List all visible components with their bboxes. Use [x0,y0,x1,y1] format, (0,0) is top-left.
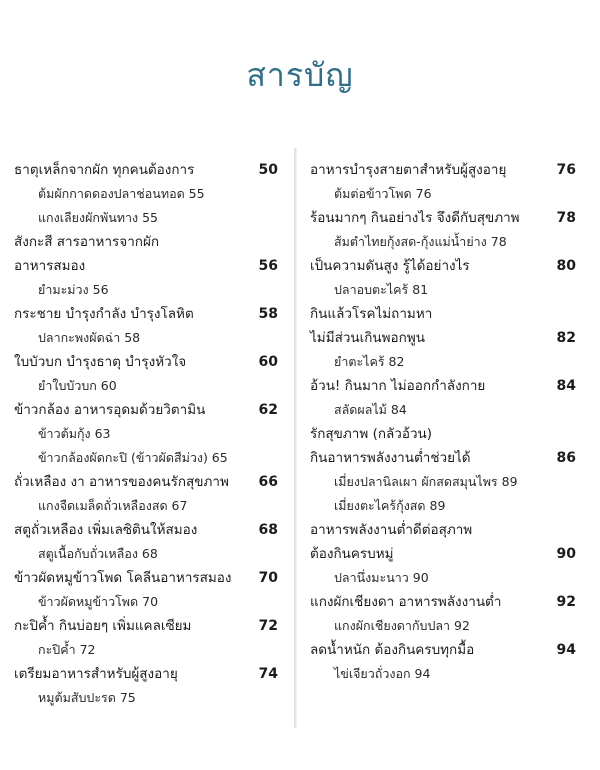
toc-page-number: 74 [258,666,278,682]
toc-entry-text: ข้าวผัดหมูข้าวโพด โคลีนอาหารสมอง [14,570,232,586]
toc-entry [14,350,278,374]
toc-entry-text: ยำตะไคร้ 82 [334,354,405,369]
toc-recipe [14,182,278,206]
toc-entry-text: เมี่ยงปลานิลเผา ผักสดสมุนไพร 89 [334,474,518,489]
toc-entry-text: ข้าวผัดหมูข้าวโพด 70 [38,594,159,609]
toc-page-number: 66 [258,474,278,490]
toc-entry [14,254,278,278]
page-title: สารบัญ [246,56,354,94]
toc-entry-text: ไม่มีส่วนเกินพอกพูน [310,330,425,346]
toc-entry-text: ยำมะม่วง 56 [38,282,109,297]
toc-recipe [14,590,278,614]
toc-entry-text: ต้มต่อข้าวโพด 76 [334,186,432,201]
toc-page-number: 62 [258,402,278,418]
toc-entry [310,254,576,278]
toc-entry-text: สตูเนื้อกับถั่วเหลือง 68 [38,546,158,561]
toc-entry-text: ข้าวกล้อง อาหารอุดมด้วยวิตามิน [14,402,206,418]
toc-entry-text: กินแล้วโรคไม่ถามหา [310,306,433,322]
toc-entry [310,638,576,662]
toc-entry [14,518,278,542]
toc-entry [14,398,278,422]
toc-page-number: 76 [556,162,576,178]
toc-column-left [14,158,278,710]
toc-entry-text: ส้มตำไทยกุ้งสด-กุ้งแม่น้ำย่าง 78 [334,234,507,249]
toc-entry-text: กินอาหารพลังงานต่ำช่วยได้ [310,450,471,466]
toc-entry [310,518,576,542]
toc-page-number: 58 [258,306,278,322]
toc-entry-text: สลัดผลไม้ 84 [334,402,407,417]
toc-recipe [310,230,576,254]
toc-entry-text: แกงจืดเมล็ดถั่วเหลืองสด 67 [38,498,188,513]
toc-recipe [14,326,278,350]
toc-recipe [310,182,576,206]
toc-entry-text: หมูต้มสับปะรด 75 [38,690,136,705]
toc-recipe [14,278,278,302]
toc-entry [14,566,278,590]
toc-entry [310,326,576,350]
toc-page-number: 56 [258,258,278,274]
toc-recipe [310,470,576,494]
toc-entry [310,374,576,398]
toc-page-number: 80 [556,258,576,274]
toc-page-number: 94 [556,642,576,658]
toc-entry-text: กะปิค้ำ กินบ่อยๆ เพิ่มแคลเซียม [14,618,192,634]
toc-recipe [14,542,278,566]
toc-page-number: 86 [556,450,576,466]
toc-page-number: 82 [556,330,576,346]
toc-page-number: 90 [556,546,576,562]
toc-entry-text: ปลากะพงผัดฉ่า 58 [38,330,141,345]
toc-entry-text: อ้วน! กินมาก ไม่ออกกำลังกาย [310,378,486,394]
toc-entry-text: กะปิค้ำ 72 [38,642,96,657]
toc-entry-text: ต้มผักกาดดองปลาช่อนทอด 55 [38,186,205,201]
toc-entry-text: ข้าวต้มกุ้ง 63 [38,426,111,441]
toc-entry [14,158,278,182]
toc-entry-text: รักสุขภาพ (กลัวอ้วน) [310,426,433,442]
toc-recipe [310,278,576,302]
toc-entry-text: เมี่ยงตะไคร้กุ้งสด 89 [334,498,446,513]
toc-entry-text: ปลานึ่งมะนาว 90 [334,570,429,585]
toc-recipe [14,422,278,446]
toc-page-number: 50 [258,162,278,178]
toc-entry-text: ไข่เจียวถั่วงอก 94 [334,666,431,681]
toc-page-number: 68 [258,522,278,538]
toc-entry [310,302,576,326]
toc-page-number: 70 [258,570,278,586]
toc-entry-text: สตูถั่วเหลือง เพิ่มเลซิตินให้สมอง [14,522,198,538]
toc-entry [310,542,576,566]
toc-recipe [14,638,278,662]
toc-recipe [14,494,278,518]
toc-entry-text: แกงผักเชียงดากับปลา 92 [334,618,470,633]
toc-entry [310,158,576,182]
toc-entry-text: ถั่วเหลือง งา อาหารของคนรักสุขภาพ [14,474,229,490]
toc-column-right [310,158,576,686]
toc-entry-text: ร้อนมากๆ กินอย่างไร จึงดีกับสุขภาพ [310,210,520,226]
toc-page-number: 72 [258,618,278,634]
toc-recipe [310,662,576,686]
toc-recipe [310,566,576,590]
toc-page-number: 78 [556,210,576,226]
toc-entry-text: ยำใบบัวบก 60 [38,378,117,393]
toc-entry-text: แกงเลียงผักพันทาง 55 [38,210,159,225]
toc-page-number: 92 [556,594,576,610]
toc-entry [310,446,576,470]
toc-entry-text: ธาตุเหล็กจากผัก ทุกคนต้องการ [14,162,195,178]
toc-recipe [310,614,576,638]
toc-recipe [310,494,576,518]
toc-entry-text: อาหารบำรุงสายตาสำหรับผู้สูงอายุ [310,162,507,178]
toc-entry [310,590,576,614]
toc-entry-text: อาหารสมอง [14,258,86,274]
toc-entry-text: เตรียมอาหารสำหรับผู้สูงอายุ [14,666,178,682]
toc-entry-text: สังกะสี สารอาหารจากผัก [14,234,160,250]
toc-entry-text: ใบบัวบก บำรุงธาตุ บำรุงหัวใจ [14,354,187,370]
toc-entry-text: อาหารพลังงานต่ำดีต่อสุภาพ [310,522,473,538]
toc-entry-text: ปลาอบตะไคร้ 81 [334,282,429,297]
toc-entry [310,206,576,230]
toc-recipe [14,446,278,470]
toc-recipe [14,206,278,230]
toc-entry-text: เป็นความดันสูง รู้ได้อย่างไร [310,258,470,274]
toc-entry [14,614,278,638]
toc-recipe [14,686,278,710]
toc-entry-text: ข้าวกล้องผัดกะปิ (ข้าวผัดสีม่วง) 65 [38,450,228,465]
toc-entry [14,230,278,254]
toc-entry [14,302,278,326]
toc-recipe [310,398,576,422]
toc-entry [310,422,576,446]
column-divider [294,148,297,728]
toc-entry-text: ต้องกินครบหมู่ [310,546,394,562]
toc-entry-text: กระชาย บำรุงกำลัง บำรุงโลหิต [14,306,194,322]
toc-entry-text: ลดน้ำหนัก ต้องกินครบทุกมื้อ [310,642,475,658]
toc-recipe [14,374,278,398]
toc-entry-text: แกงผักเชียงดา อาหารพลังงานต่ำ [310,594,502,610]
toc-page-number: 60 [258,354,278,370]
toc-page-number: 84 [556,378,576,394]
toc-entry [14,470,278,494]
toc-recipe [310,350,576,374]
toc-entry [14,662,278,686]
